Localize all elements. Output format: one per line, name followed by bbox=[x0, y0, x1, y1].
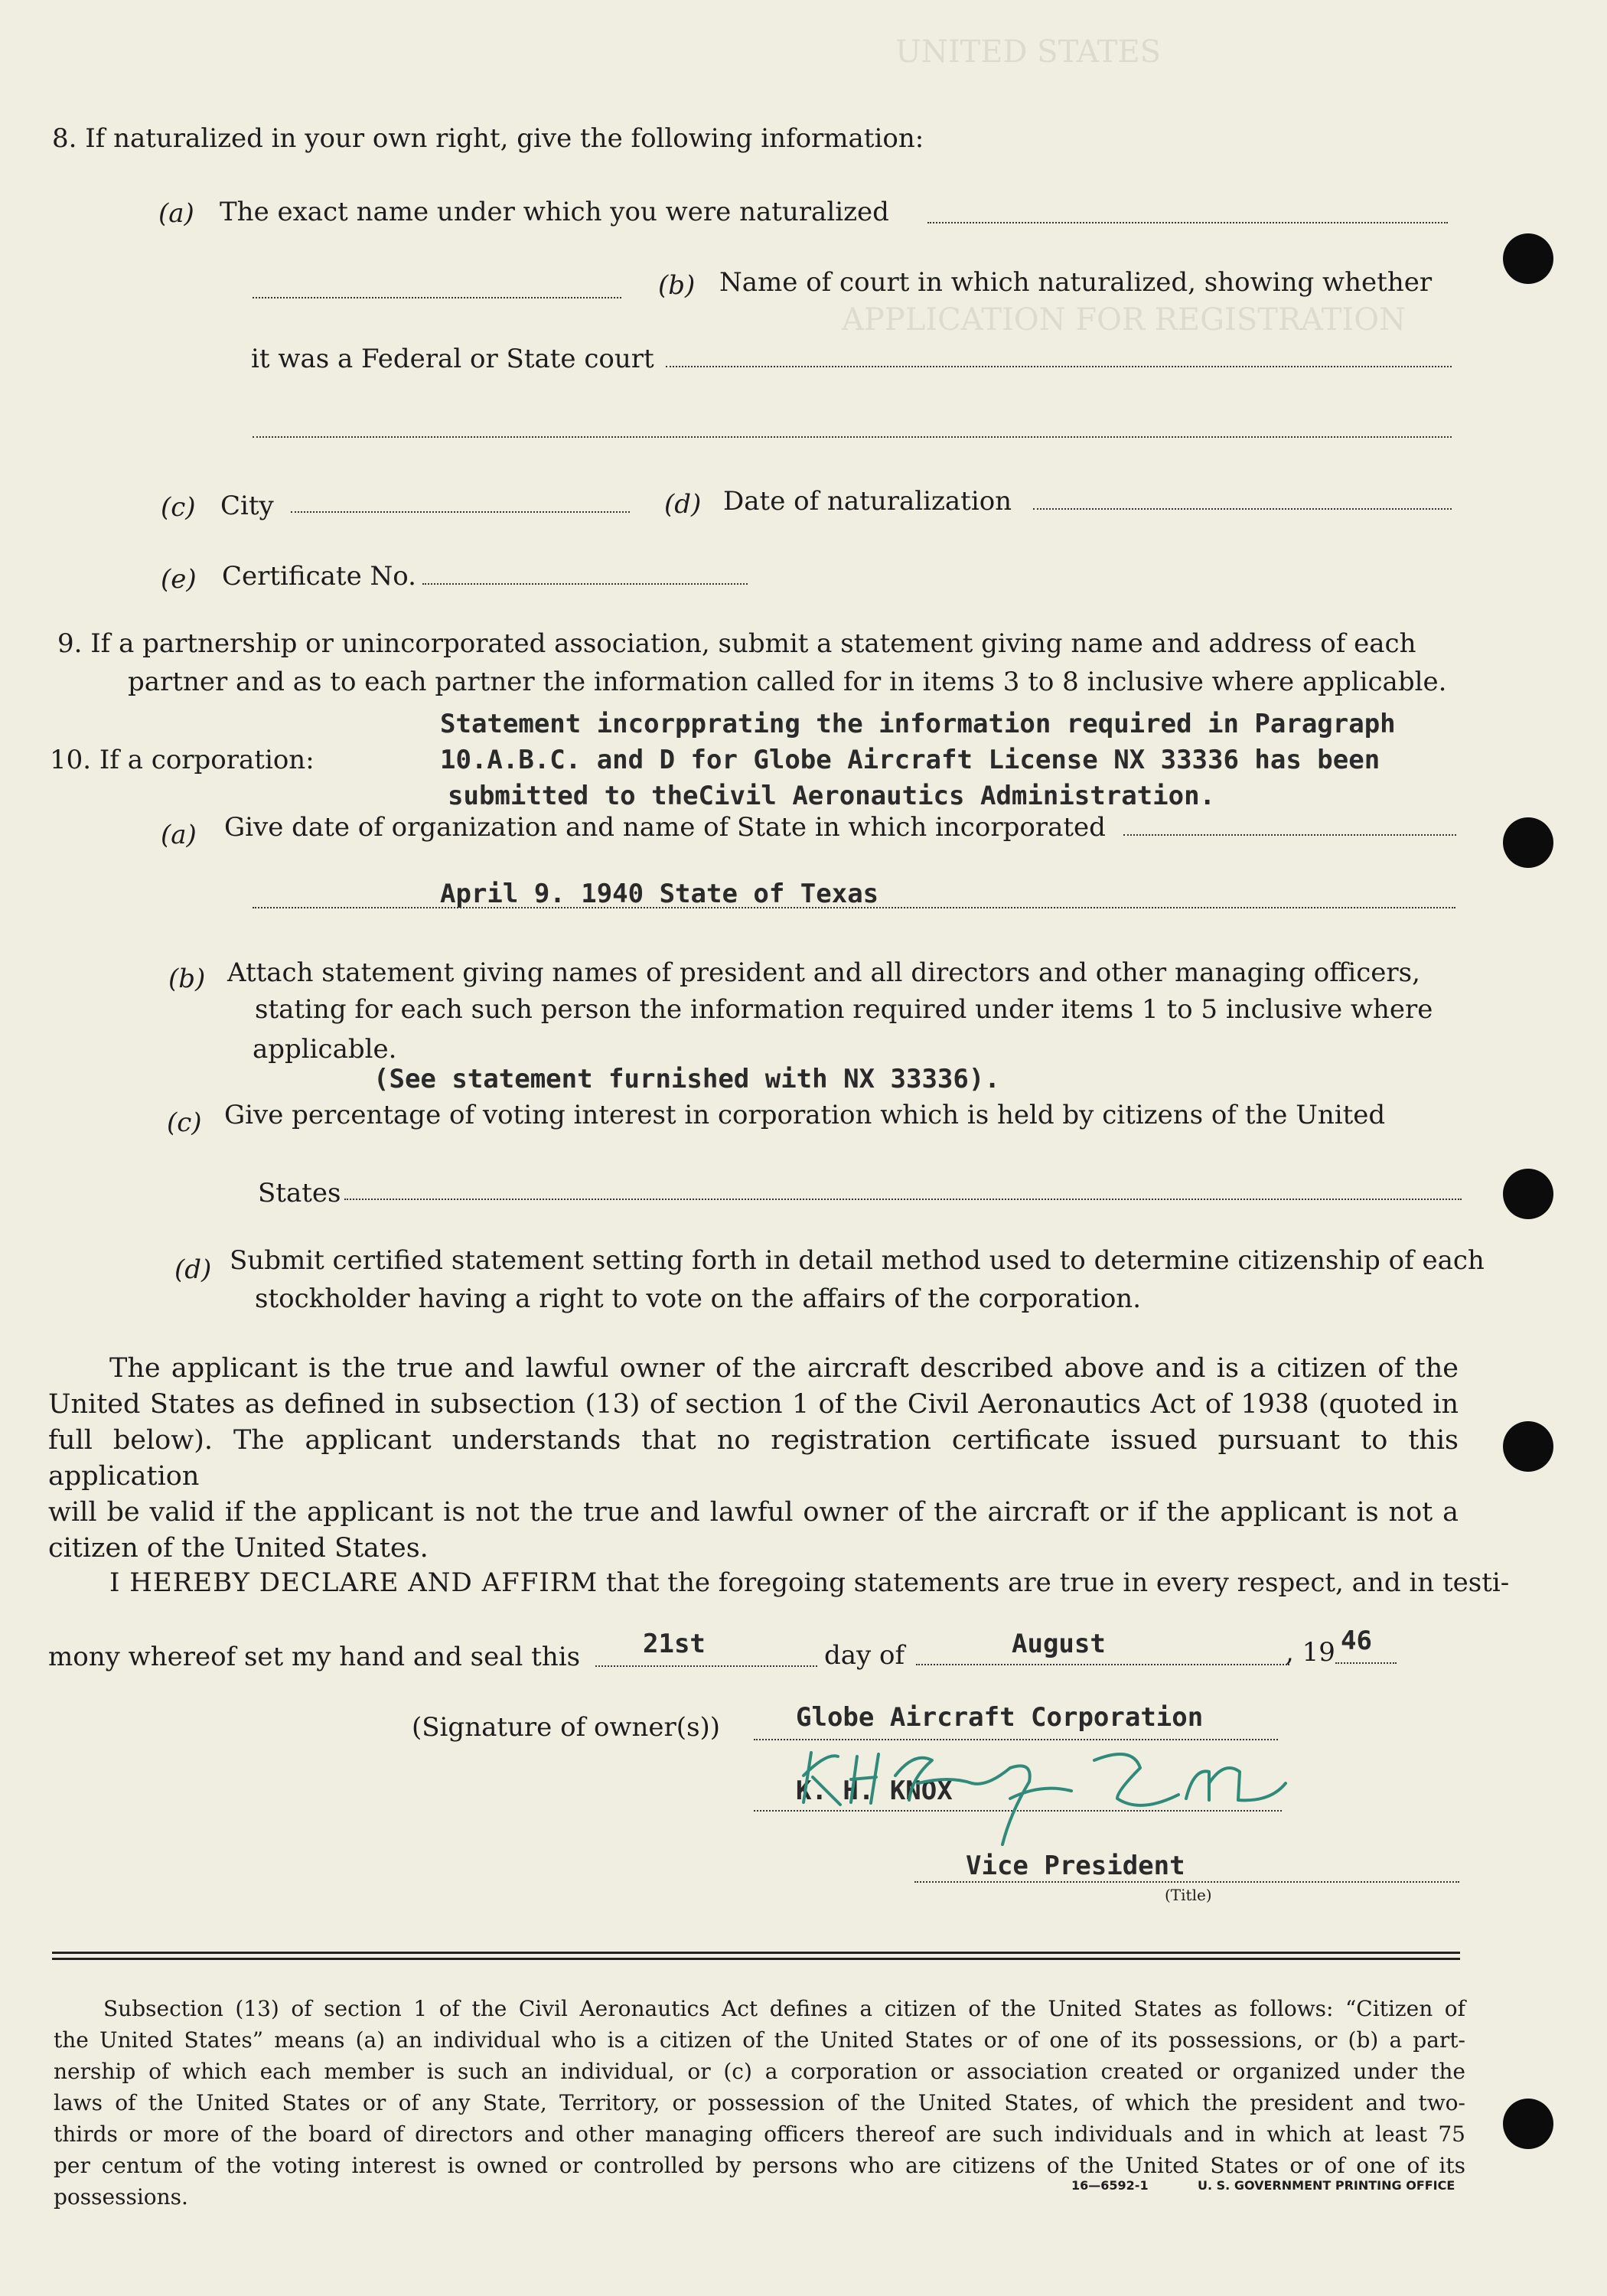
declaration-line: The applicant is the true and lawful owner of the aircraft described above and is a citizen of the bbox=[109, 1353, 1459, 1384]
year-line[interactable] bbox=[1335, 1662, 1397, 1664]
item10-b-marker: (b) bbox=[168, 964, 206, 994]
section-divider bbox=[52, 1952, 1460, 1954]
declaration-line: will be valid if the applicant is not the true and lawful owner of the aircraft or if the applicant is not a bbox=[48, 1497, 1459, 1528]
declaration-paragraph bbox=[48, 1351, 1459, 1567]
item10-a-answer: April 9. 1940 State of Texas bbox=[440, 879, 879, 909]
item8-intro: 8. If naturalized in your own right, give the following information: bbox=[52, 123, 924, 154]
item8-b-answer-line-2[interactable] bbox=[253, 436, 1452, 438]
item8-date-line[interactable] bbox=[1033, 508, 1452, 510]
declaration-line: citizen of the United States. bbox=[48, 1533, 429, 1564]
item10-d-line1: Submit certified statement setting forth in detail method used to determine citizenship of each bbox=[230, 1245, 1485, 1276]
item8-certificate-line[interactable] bbox=[422, 583, 748, 585]
signature-label: (Signature of owner(s)) bbox=[412, 1712, 721, 1743]
item10-c-answer-line[interactable] bbox=[344, 1199, 1462, 1200]
month-line[interactable] bbox=[916, 1664, 1289, 1665]
declaration-line: full below). The applicant understands that no registration certificate issued pursuant to this application bbox=[48, 1425, 1459, 1492]
item10-c-line1: Give percentage of voting interest in corporation which is held by citizens of the United bbox=[224, 1100, 1386, 1130]
item10-b-line2: stating for each such person the information required under items 1 to 5 inclusive where bbox=[255, 994, 1433, 1025]
day-of-text: day of bbox=[824, 1640, 905, 1671]
item8-a-answer-line[interactable] bbox=[927, 222, 1448, 223]
item10-a-marker: (a) bbox=[161, 820, 197, 850]
handwritten-signature-image bbox=[781, 1730, 1316, 1860]
day-value: 21st bbox=[643, 1629, 706, 1659]
item10-typed-statement-line: submitted to theCivil Aeronautics Administration. bbox=[448, 781, 1216, 811]
owner-name: Globe Aircraft Corporation bbox=[796, 1702, 1204, 1733]
affirm-rest: that the foregoing statements are true in every respect, and in testi- bbox=[605, 1567, 1510, 1598]
item8-a-text: The exact name under which you were naturalized bbox=[220, 197, 889, 227]
year-value: 46 bbox=[1341, 1626, 1372, 1656]
item8-d-text: Date of naturalization bbox=[723, 486, 1012, 517]
title-value: Vice President bbox=[966, 1851, 1185, 1881]
subsection-line: Subsection (13) of section 1 of the Civil Aeronautics Act defines a citizen of the United States as follows: “Citizen of bbox=[103, 1996, 1465, 2021]
item10-b-answer: (See statement furnished with NX 33336). bbox=[373, 1064, 1000, 1094]
punch-hole bbox=[1503, 1169, 1553, 1219]
printer-credit: U. S. GOVERNMENT PRINTING OFFICE bbox=[1198, 2178, 1455, 2193]
item8-b-text2: it was a Federal or State court bbox=[251, 344, 654, 374]
item10-a-line[interactable] bbox=[1123, 834, 1456, 836]
item10-d-line2: stockholder having a right to vote on the affairs of the corporation. bbox=[255, 1283, 1142, 1314]
item10-b-line3: applicable. bbox=[253, 1034, 397, 1065]
subsection-line: thirds or more of the board of directors and other managing officers thereof are such individuals and in which at least 75 bbox=[54, 2122, 1465, 2147]
title-line[interactable] bbox=[914, 1881, 1459, 1883]
item9-line2: partner and as to each partner the information called for in items 3 to 8 inclusive where applicable. bbox=[128, 667, 1447, 697]
item9-line1: 9. If a partnership or unincorporated association, submit a statement giving name and address of each bbox=[57, 628, 1416, 659]
item8-a-answer-line-2[interactable] bbox=[253, 297, 621, 298]
section-divider bbox=[52, 1958, 1460, 1960]
item10-a-text: Give date of organization and name of State in which incorporated bbox=[224, 812, 1106, 843]
punch-hole bbox=[1503, 817, 1553, 868]
item8-city-line[interactable] bbox=[291, 511, 630, 513]
item8-b-text: Name of court in which naturalized, showing whether bbox=[719, 267, 1433, 298]
show-through-mark: APPLICATION FOR REGISTRATION bbox=[842, 302, 1406, 338]
subsection-line: possessions. bbox=[54, 2184, 188, 2210]
punch-hole bbox=[1503, 233, 1553, 284]
item10-label: 10. If a corporation: bbox=[50, 745, 315, 775]
declaration-line: United States as defined in subsection (13) of section 1 of the Civil Aeronautics Act of 1938 (quoted in bbox=[48, 1389, 1459, 1420]
item8-c-marker: (c) bbox=[161, 492, 196, 523]
subsection-line: nership of which each member is such an individual, or (c) a corporation or association created or organized under the bbox=[54, 2059, 1465, 2084]
item10-c-marker: (c) bbox=[167, 1107, 202, 1138]
item8-e-text: Certificate No. bbox=[222, 561, 416, 592]
month-value: August bbox=[1012, 1629, 1106, 1659]
title-label: (Title) bbox=[1165, 1886, 1212, 1904]
day-line[interactable] bbox=[595, 1665, 817, 1667]
item10-d-marker: (d) bbox=[174, 1254, 212, 1285]
item8-e-marker: (e) bbox=[161, 564, 197, 595]
item10-typed-statement-line: Statement incorpprating the information required in Paragraph bbox=[440, 709, 1396, 739]
item10-a-answer-line[interactable] bbox=[253, 907, 1455, 908]
punch-hole bbox=[1503, 2099, 1553, 2149]
item10-b-line1: Attach statement giving names of president and all directors and other managing officers, bbox=[227, 957, 1420, 988]
signer-name: K. H. KNOX bbox=[796, 1776, 953, 1806]
show-through-mark: UNITED STATES bbox=[895, 34, 1162, 70]
item10-typed-statement-line: 10.A.B.C. and D for Globe Aircraft License NX 33336 has been bbox=[440, 745, 1380, 775]
affirm-caps: I HEREBY DECLARE AND AFFIRM bbox=[109, 1567, 598, 1598]
punch-hole bbox=[1503, 1421, 1553, 1472]
item8-d-marker: (d) bbox=[664, 489, 702, 520]
subsection-line: per centum of the voting interest is owned or controlled by persons who are citizens of the United States or of one of its bbox=[54, 2153, 1465, 2178]
mony-text: mony whereof set my hand and seal this bbox=[48, 1642, 581, 1672]
subsection-line: the United States” means (a) an individual who is a citizen of the United States or of one of its possessions, or (b) a part- bbox=[54, 2027, 1465, 2053]
item8-b-answer-line[interactable] bbox=[666, 366, 1452, 367]
form-number: 16—6592-1 bbox=[1071, 2178, 1149, 2193]
year-prefix: , 19 bbox=[1286, 1637, 1335, 1668]
subsection-line: laws of the United States or of any State, Territory, or possession of the United States, of which the president and two- bbox=[54, 2090, 1465, 2115]
affirm-line bbox=[109, 1567, 1509, 1600]
item10-c-line2: States bbox=[258, 1178, 341, 1208]
item8-c-text: City bbox=[220, 491, 274, 521]
item8-a-marker: (a) bbox=[158, 198, 194, 229]
item8-b-marker: (b) bbox=[658, 270, 696, 301]
